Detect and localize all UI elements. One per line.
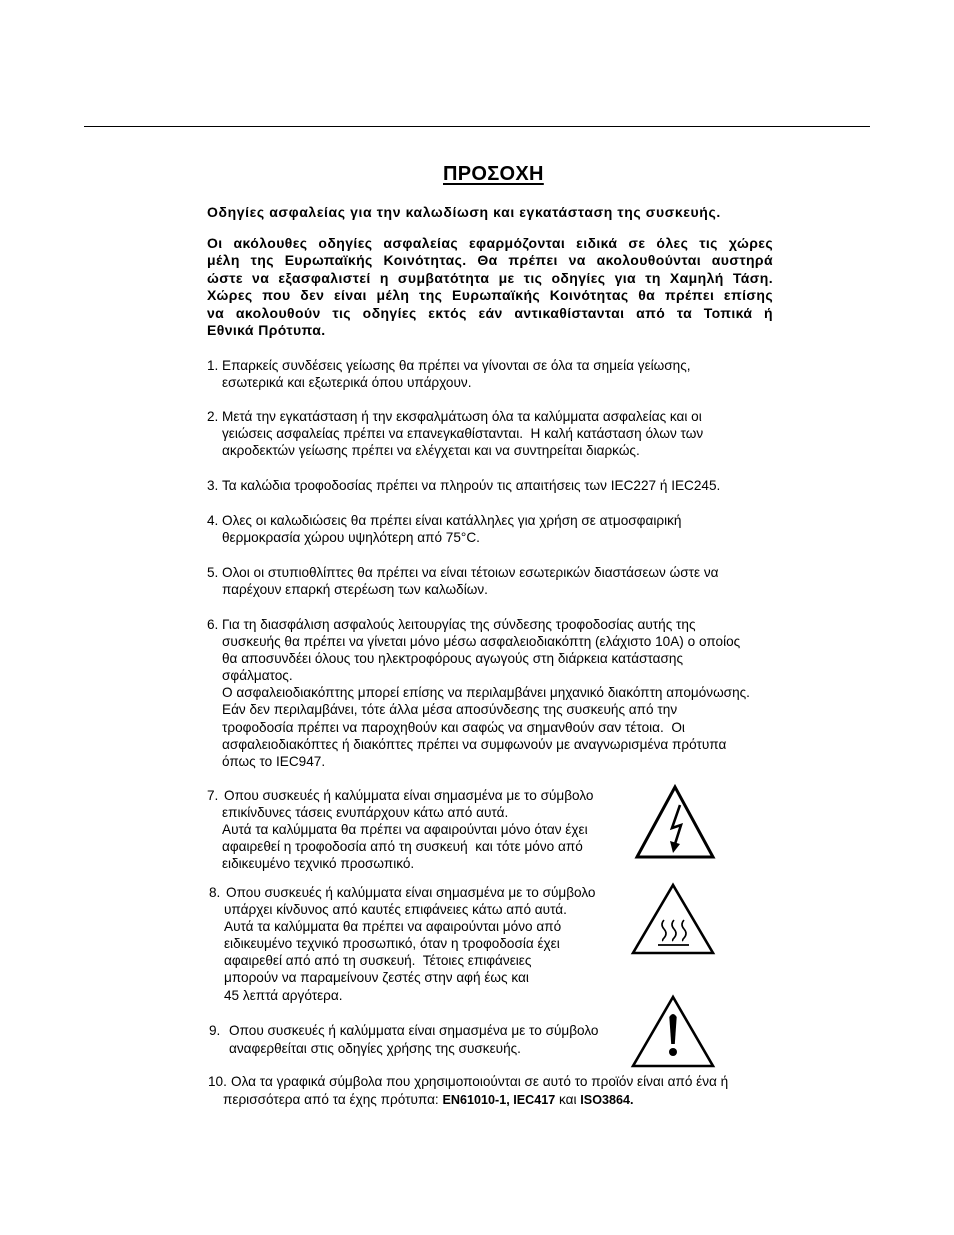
item-line <box>209 1022 599 1040</box>
hot-surface-warning-icon <box>630 882 716 956</box>
standards-reference: EN61010-1, IEC417 <box>442 1092 556 1107</box>
item-line: Αυτά τα καλύμματα θα πρέπει να αφαιρούνται μόνο όταν έχει <box>222 822 588 838</box>
item-line <box>208 1091 728 1109</box>
item-line <box>207 408 703 425</box>
item-text: Τα καλώδια τροφοδοσίας πρέπει να πληρούν τις απαιτήσεις των IEC227 ή IEC245. <box>222 478 721 493</box>
item-line: παρέχουν επαρκή στερέωση των καλωδίων. <box>222 582 488 598</box>
instruction-item-4 <box>207 512 681 546</box>
instruction-item-6 <box>207 616 750 770</box>
instruction-item-10 <box>208 1073 728 1108</box>
general-caution-icon <box>630 994 716 1069</box>
header-rule <box>84 126 870 127</box>
item-number: 7. <box>207 788 219 803</box>
item-line: Αυτά τα καλύμματα θα πρέπει να αφαιρούνται μόνο από <box>224 919 562 935</box>
item-text: Ολοι οι στυπιοθλίπτες θα πρέπει να είναι τέτοιων εσωτερικών διαστάσεων ώστε να <box>222 565 719 580</box>
item-text: Μετά την εγκατάσταση ή την εκσφαλμάτωση όλα τα καλύμματα ασφαλείας και οι <box>222 409 702 424</box>
item-number: 5. <box>207 565 219 580</box>
item-line: Εάν δεν περιλαμβάνει, τότε άλλα μέσα αποσύνδεσης της συσκευής από την <box>222 702 678 718</box>
intro-line: μέλη της Ευρωπαϊκής Κοινότητας. Θα πρέπει να ακολουθούνται αυστηρά <box>207 252 773 269</box>
item-line: ακροδεκτών γείωσης πρέπει να ελέγχεται και να συντηρείται διαρκώς. <box>222 443 640 459</box>
standards-reference: ISO3864. <box>580 1092 634 1107</box>
item-text: περισσότερα από τα έχης πρότυπα: <box>223 1091 439 1107</box>
high-voltage-warning-icon <box>634 784 716 861</box>
item-line: αφαιρεθεί η τροφοδοσία από τη συσκευή και τότε μόνο από <box>222 839 583 855</box>
item-number: 10. <box>208 1074 227 1089</box>
page-subtitle: Οδηγίες ασφαλείας για την καλωδίωση και εγκατάσταση της συσκευής. <box>207 204 721 220</box>
item-number: 8. <box>209 885 221 900</box>
item-text: Ολες οι καλωδιώσεις θα πρέπει είναι κατάλληλες για χρήση σε ατμοσφαιρική <box>222 513 682 528</box>
item-line: ειδικευμένο τεχνικό προσωπικό. <box>222 856 415 872</box>
item-line <box>207 477 720 494</box>
item-line <box>207 787 594 804</box>
item-line: 45 λεπτά αργότερα. <box>224 987 343 1003</box>
item-number: 1. <box>207 358 219 373</box>
item-text: και <box>559 1091 577 1107</box>
item-line: σφάλματος. <box>222 668 293 684</box>
item-text: Επαρκείς συνδέσεις γείωσης θα πρέπει να γίνονται σε όλα τα σημεία γείωσης, <box>222 358 691 373</box>
item-line: ασφαλειοδιακόπτες ή διακόπτες πρέπει να συμφωνούν με αναγνωρισμένα πρότυπα <box>222 736 727 752</box>
instruction-item-7 <box>207 787 594 872</box>
item-line <box>207 616 750 633</box>
intro-paragraph <box>207 235 773 339</box>
item-line: τροφοδοσία πρέπει να παροχηθούν και σαφώς να σημανθούν σαν τέτοια. Οι <box>222 719 685 735</box>
item-line: θερμοκρασία χώρου υψηλότερη από 75°C. <box>222 530 480 546</box>
item-line: επικίνδυνες τάσεις ενυπάρχουν κάτω από αυτά. <box>222 805 509 821</box>
instruction-item-1 <box>207 357 691 391</box>
item-text: Οπου συσκευές ή καλύμματα είναι σημασμένα με το σύμβολο <box>224 788 594 803</box>
item-line: μπορούν να παραμείνουν ζεστές στην αφή έως και <box>224 970 529 986</box>
item-line: θα αποσυνδέει όλους του ηλεκτροφόρους αγωγούς στη διάρκεια κατάστασης <box>222 651 684 667</box>
item-line: όπως το IEC947. <box>222 753 326 769</box>
item-line <box>208 1073 728 1091</box>
instruction-item-3 <box>207 477 720 494</box>
intro-line: να ακολουθούν τις οδηγίες εκτός εάν αντικαθίστανται από τα Τοπικά ή <box>207 304 773 321</box>
item-text: Οπου συσκευές ή καλύμματα είναι σημασμένα με το σύμβολο <box>226 885 596 900</box>
item-line: αναφερθείται στις οδηγίες χρήσης της συσκευής. <box>229 1040 521 1056</box>
item-line <box>207 357 691 374</box>
item-line <box>207 512 681 529</box>
page-title: ΠΡΟΣΟΧΗ <box>443 163 544 185</box>
item-line: Ο ασφαλειοδιακόπτης μπορεί επίσης να περιλαμβάνει μηχανικό διακόπτη απομόνωσης. <box>222 685 750 701</box>
intro-line: Εθνικά Πρότυπα. <box>207 321 326 338</box>
intro-line: Οι ακόλουθες οδηγίες ασφαλείας εφαρμόζονται ειδικά σε όλες τις χώρες <box>207 235 773 251</box>
item-text: Οπου συσκευές ή καλύμματα είναι σημασμένα με το σύμβολο <box>229 1023 599 1038</box>
item-number: 2. <box>207 409 219 424</box>
item-line <box>207 564 718 581</box>
item-line: γειώσεις ασφαλείας πρέπει να επανεγκαθίστανται. Η καλή κατάσταση όλων των <box>222 426 704 442</box>
instruction-item-9 <box>209 1022 599 1057</box>
instruction-item-8 <box>209 884 596 1004</box>
instruction-item-5 <box>207 564 718 598</box>
item-line: ειδικευμένο τεχνικό προσωπικό, όταν η τροφοδοσία έχει <box>224 936 560 952</box>
item-text: Για τη διασφάλιση ασφαλούς λειτουργίας της σύνδεσης τροφοδοσίας αυτής της <box>222 617 696 632</box>
item-line: συσκευής θα πρέπει να γίνεται μόνο μέσω ασφαλειοδιακόπτη (ελάχιστο 10A) ο οποίος <box>222 634 741 650</box>
intro-line: ώστε να εξασφαλιστεί η συμβατότητα με τις οδηγίες για τη Χαμηλή Τάση. <box>207 269 773 286</box>
item-line: υπάρχει κίνδυνος από καυτές επιφάνειες κάτω από αυτά. <box>224 902 567 918</box>
item-number: 4. <box>207 513 219 528</box>
item-number: 3. <box>207 478 219 493</box>
item-number: 9. <box>209 1023 221 1038</box>
instruction-item-2 <box>207 408 703 459</box>
item-line <box>209 884 596 901</box>
item-line: αφαιρεθεί από από τη συσκευή. Τέτοιες επιφάνειες <box>224 953 532 969</box>
item-text: Ολα τα γραφικά σύμβολα που χρησιμοποιούνται σε αυτό το προϊόν είναι από ένα ή <box>231 1074 729 1089</box>
item-number: 6. <box>207 617 219 632</box>
item-line: εσωτερικά και εξωτερικά όπου υπάρχουν. <box>222 375 472 391</box>
intro-line: Χώρες που δεν είναι μέλη της Ευρωπαϊκής Κοινότητας θα πρέπει επίσης <box>207 287 773 304</box>
